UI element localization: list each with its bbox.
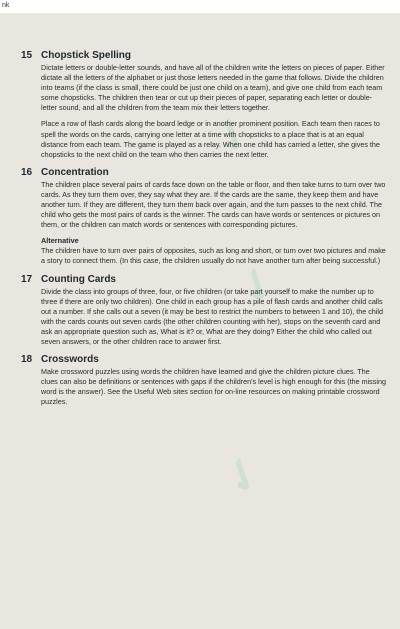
section-title: Crosswords [41,354,99,366]
watermark-mark: ✓ [212,446,275,505]
section-number: 15 [21,50,33,61]
section-heading [21,50,388,62]
paragraph: The children have to turn over pairs of opposites, such as long and short, or turn over two pictures and make a story to connect them. (In this case, the children usually do not have another turn after being successful.) [41,246,386,266]
section-number: 18 [21,354,33,366]
section-chopstick-spelling [0,50,400,160]
section-title: Chopstick Spelling [41,50,132,61]
paragraph: The children place several pairs of cards face down on the table or floor, and then take turns to turn over two cards. As they turn them over, they say what they are. If the cards are the same, they keep them and have another turn. If they are different, they turn them back over again, and the turn passes to the next child. The child who gets the most pairs of cards is the winner. The cards can have words or sentences or pictures on them, or the children can match words or sentences with corresponding pictures. [41,179,386,230]
section-heading [21,354,388,366]
section-title: Concentration [41,166,109,178]
section-concentration [0,167,400,267]
subheading-alternative: Alternative [41,236,79,246]
document-body [0,50,400,414]
section-title: Counting Cards [41,273,116,285]
section-number: 16 [21,166,33,178]
top-strip [0,0,400,13]
watermark-mark: ✓ [227,256,290,315]
section-number: 17 [21,273,33,285]
section-heading [21,274,388,286]
paragraph: Divide the class into groups of three, four, or five children (or take part yourself to make the number up to three if there are only two children). One child in each group has a pile of flash cards and another child calls out a number. If she calls out a seven (it may be best to restrict the numbers to between 1 and 10), the child with the cards counts out seven cards (the other children counting with her), stops on the seventh card and ask an appropriate question such as, What is it? or, What are they doing? Either the child who called out seven answers, or the other children race to answer first. [41,286,383,346]
section-counting-cards [0,274,400,348]
watermark-mark: ✓ [202,106,265,165]
corner-label: nk [2,2,10,9]
paragraph: Place a row of flash cards along the board ledge or in another prominent position. Each team then races to spell the words on the cards, carrying one letter at a time with chopsticks to a place that is at an equal distance from each team. The game is played as a relay. When one child has carried a letter, she gives the chopsticks to the next child on the team who then carries the next letter. [41,119,380,159]
section-heading [21,167,388,179]
paragraph: Make crossword puzzles using words the children have learned and give the children picture clues. The clues can also be definitions or sentences with gaps if the children's level is high enough for this (the missing word is the answer). See the Useful Web sites section for on-line resources on making printable crossword puzzles. [41,367,386,407]
paragraph: Dictate letters or double-letter sounds, and have all of the children write the letters on pieces of paper. Either dictate all the letters of the alphabet or just those letters needed in the game that follows. Divide the children into teams (if the class is small, there could be just one child on a team), and give one child from each team some chopsticks. The children then tear or cut up their pieces of paper, separating each letter or double-letter sound, and all the children from the team mix their letters together. [41,63,385,113]
section-crosswords [0,354,400,407]
